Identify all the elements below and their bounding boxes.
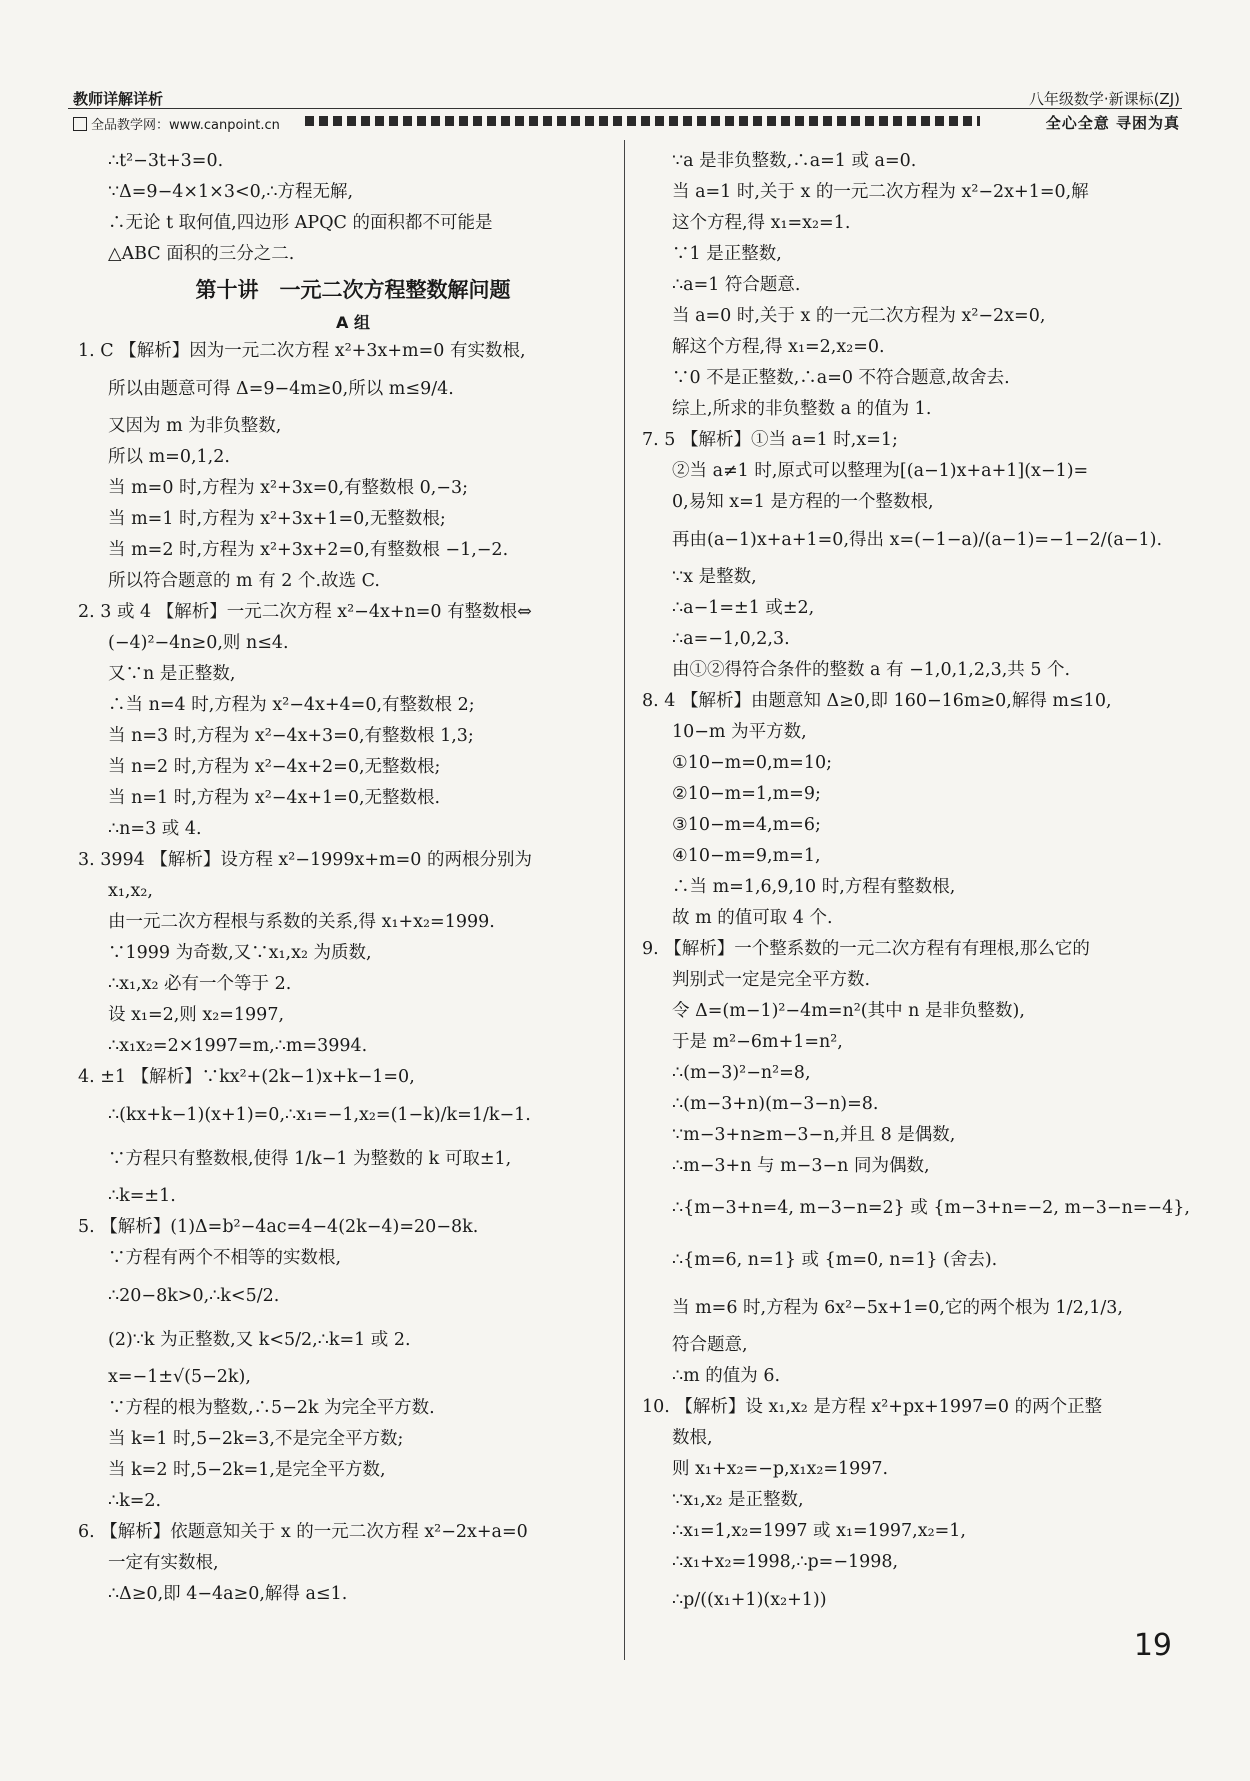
- answer-line: 解这个方程,得 x₁=2,x₂=0.: [672, 337, 885, 357]
- answer-line: ∴(m−3)²−n²=8,: [672, 1063, 811, 1083]
- answer-line: ①10−m=0,m=10;: [672, 753, 832, 773]
- answer-line: 则 x₁+x₂=−p,x₁x₂=1997.: [672, 1459, 889, 1479]
- answer-line: 当 n=3 时,方程为 x²−4x+3=0,有整数根 1,3;: [108, 726, 474, 746]
- answer-line: 判别式一定是完全平方数.: [672, 970, 871, 990]
- answer-line: 当 a=1 时,关于 x 的一元二次方程为 x²−2x+1=0,解: [672, 182, 1089, 202]
- answer-line: 由一元二次方程根与系数的关系,得 x₁+x₂=1999.: [108, 912, 495, 932]
- section-title: 第十讲 一元二次方程整数解问题: [195, 278, 511, 302]
- header-right-title: 八年级数学·新课标(ZJ): [1028, 90, 1180, 108]
- header-left-title: 教师详解详析: [73, 90, 164, 108]
- answer-line: 0,易知 x=1 是方程的一个整数根,: [672, 492, 934, 512]
- answer-line: ∴a−1=±1 或±2,: [672, 598, 815, 618]
- answer-line: ∵a 是非负整数,∴a=1 或 a=0.: [672, 151, 917, 171]
- answer-line: 综上,所求的非负整数 a 的值为 1.: [672, 399, 932, 419]
- answer-line: 7. 5 【解析】①当 a=1 时,x=1;: [642, 430, 898, 450]
- header-right-slogan: 全心全意 寻困为真: [1045, 114, 1180, 132]
- answer-line: 2. 3 或 4 【解析】一元二次方程 x²−4x+n=0 有整数根⇔: [78, 602, 532, 622]
- answer-line: 10−m 为平方数,: [672, 722, 807, 742]
- answer-line: ∴x₁,x₂ 必有一个等于 2.: [108, 974, 292, 994]
- answer-line: 由①②得符合条件的整数 a 有 −1,0,1,2,3,共 5 个.: [672, 660, 1071, 680]
- answer-line: 所以 m=0,1,2.: [108, 447, 230, 467]
- answer-line: ∴k=±1.: [108, 1186, 176, 1206]
- answer-line: ∴20−8k>0,∴k<5/2.: [108, 1286, 280, 1306]
- answer-line: 当 n=2 时,方程为 x²−4x+2=0,无整数根;: [108, 757, 441, 777]
- answer-line: 令 Δ=(m−1)²−4m=n²(其中 n 是非负整数),: [672, 1001, 1025, 1021]
- answer-line: ∴(kx+k−1)(x+1)=0,∴x₁=−1,x₂=(1−k)/k=1/k−1.: [108, 1105, 531, 1125]
- answer-line: ∴当 n=4 时,方程为 x²−4x+4=0,有整数根 2;: [108, 695, 475, 715]
- answer-line: (−4)²−4n≥0,则 n≤4.: [108, 633, 289, 653]
- answer-line: ∴x₁=1,x₂=1997 或 x₁=1997,x₂=1,: [672, 1521, 966, 1541]
- answer-line: 符合题意,: [672, 1335, 748, 1355]
- answer-line: 当 k=2 时,5−2k=1,是完全平方数,: [108, 1460, 386, 1480]
- site-text: 全品教学网：www.canpoint.cn: [91, 118, 280, 133]
- answer-line: ∵x₁,x₂ 是正整数,: [672, 1490, 804, 1510]
- answer-line: ∴n=3 或 4.: [108, 819, 202, 839]
- answer-line: 数根,: [672, 1428, 713, 1448]
- answer-line: (2)∵k 为正整数,又 k<5/2,∴k=1 或 2.: [108, 1330, 411, 1350]
- answer-line: 当 m=1 时,方程为 x²+3x+1=0,无整数根;: [108, 509, 446, 529]
- answer-line: ∵1 是正整数,: [672, 244, 782, 264]
- answer-line: 又因为 m 为非负整数,: [108, 416, 282, 436]
- answer-line: 3. 3994 【解析】设方程 x²−1999x+m=0 的两根分别为: [78, 850, 532, 870]
- book-icon: [73, 117, 87, 131]
- answer-line: 当 n=1 时,方程为 x²−4x+1=0,无整数根.: [108, 788, 441, 808]
- answer-line: 当 m=6 时,方程为 6x²−5x+1=0,它的两个根为 1/2,1/3,: [672, 1298, 1124, 1318]
- answer-line: 1. C 【解析】因为一元二次方程 x²+3x+m=0 有实数根,: [78, 341, 526, 361]
- answer-line: 当 a=0 时,关于 x 的一元二次方程为 x²−2x=0,: [672, 306, 1046, 326]
- page-number: 19: [1133, 1628, 1172, 1663]
- answer-line: 故 m 的值可取 4 个.: [672, 908, 833, 928]
- answer-line: ∴x₁x₂=2×1997=m,∴m=3994.: [108, 1036, 368, 1056]
- right-answers: [642, 146, 1190, 1622]
- left-pre-section: [78, 146, 608, 270]
- left-column: [78, 146, 608, 1610]
- answer-line: ∵Δ=9−4×1×3<0,∴方程无解,: [108, 182, 354, 202]
- answer-line: ∴{m=6, n=1} 或 {m=0, n=1} (舍去).: [672, 1250, 998, 1270]
- answer-line: ∴m 的值为 6.: [672, 1366, 781, 1386]
- answer-line: ④10−m=9,m=1,: [672, 846, 821, 866]
- answer-line: ∵方程的根为整数,∴5−2k 为完全平方数.: [108, 1398, 435, 1418]
- answer-line: ∵0 不是正整数,∴a=0 不符合题意,故舍去.: [672, 368, 1010, 388]
- answer-line: 当 m=0 时,方程为 x²+3x=0,有整数根 0,−3;: [108, 478, 469, 498]
- answer-line: ∴a=−1,0,2,3.: [672, 629, 790, 649]
- answer-line: ∵方程有两个不相等的实数根,: [108, 1248, 342, 1268]
- answer-line: ∴t²−3t+3=0.: [108, 151, 224, 171]
- answer-line: 设 x₁=2,则 x₂=1997,: [108, 1005, 285, 1025]
- answer-line: ②当 a≠1 时,原式可以整理为[(a−1)x+a+1](x−1)=: [672, 461, 1089, 481]
- answer-line: ∴{m−3+n=4, m−3−n=2} 或 {m−3+n=−2, m−3−n=−4},: [672, 1198, 1190, 1218]
- right-column: [642, 146, 1190, 1622]
- answer-line: 9. 【解析】一个整系数的一元二次方程有有理根,那么它的: [642, 939, 1090, 959]
- answer-line: 所以由题意可得 Δ=9−4m≥0,所以 m≤9/4.: [108, 379, 454, 399]
- left-answers: [78, 336, 608, 1610]
- answer-line: 当 m=2 时,方程为 x²+3x+2=0,有整数根 −1,−2.: [108, 540, 509, 560]
- answer-line: ∴当 m=1,6,9,10 时,方程有整数根,: [672, 877, 956, 897]
- answer-line: ∴Δ≥0,即 4−4a≥0,解得 a≤1.: [108, 1584, 348, 1604]
- answer-line: ②10−m=1,m=9;: [672, 784, 821, 804]
- answer-line: ∴a=1 符合题意.: [672, 275, 801, 295]
- answer-line: 于是 m²−6m+1=n²,: [672, 1032, 843, 1052]
- answer-line: ∴k=2.: [108, 1491, 162, 1511]
- answer-line: 8. 4 【解析】由题意知 Δ≥0,即 160−16m≥0,解得 m≤10,: [642, 691, 1112, 711]
- answer-line: 10. 【解析】设 x₁,x₂ 是方程 x²+px+1997=0 的两个正整: [642, 1397, 1103, 1417]
- answer-line: ∴p/((x₁+1)(x₂+1)): [672, 1590, 827, 1610]
- answer-line: 当 k=1 时,5−2k=3,不是完全平方数;: [108, 1429, 404, 1449]
- answer-line: △ABC 面积的三分之二.: [108, 244, 295, 264]
- column-divider: [624, 140, 625, 1660]
- answer-line: 所以符合题意的 m 有 2 个.故选 C.: [108, 571, 380, 591]
- group-label: A 组: [336, 313, 370, 332]
- answer-line: 4. ±1 【解析】∵kx²+(2k−1)x+k−1=0,: [78, 1067, 415, 1087]
- answer-line: 5. 【解析】(1)Δ=b²−4ac=4−4(2k−4)=20−8k.: [78, 1217, 479, 1237]
- header-rule: [68, 108, 1182, 109]
- answer-line: 一定有实数根,: [108, 1553, 219, 1573]
- answer-line: 又∵n 是正整数,: [108, 664, 236, 684]
- answer-line: ③10−m=4,m=6;: [672, 815, 821, 835]
- answer-line: ∴m−3+n 与 m−3−n 同为偶数,: [672, 1156, 930, 1176]
- answer-line: ∵1999 为奇数,又∵x₁,x₂ 为质数,: [108, 943, 372, 963]
- answer-line: 6. 【解析】依题意知关于 x 的一元二次方程 x²−2x+a=0: [78, 1522, 528, 1542]
- answer-line: ∵m−3+n≥m−3−n,并且 8 是偶数,: [672, 1125, 956, 1145]
- header-stripes: [305, 116, 980, 126]
- answer-line: 这个方程,得 x₁=x₂=1.: [672, 213, 851, 233]
- answer-line: ∵方程只有整数根,使得 1/k−1 为整数的 k 可取±1,: [108, 1149, 512, 1169]
- header-left-site: [73, 114, 280, 133]
- answer-line: x₁,x₂,: [108, 881, 153, 901]
- answer-line: ∵x 是整数,: [672, 567, 757, 587]
- answer-line: ∴x₁+x₂=1998,∴p=−1998,: [672, 1552, 899, 1572]
- answer-line: 再由(a−1)x+a+1=0,得出 x=(−1−a)/(a−1)=−1−2/(a−1).: [672, 530, 1163, 550]
- answer-line: x=−1±√(5−2k),: [108, 1367, 251, 1387]
- answer-line: ∴(m−3+n)(m−3−n)=8.: [672, 1094, 879, 1114]
- answer-line: ∴无论 t 取何值,四边形 APQC 的面积都不可能是: [108, 213, 493, 233]
